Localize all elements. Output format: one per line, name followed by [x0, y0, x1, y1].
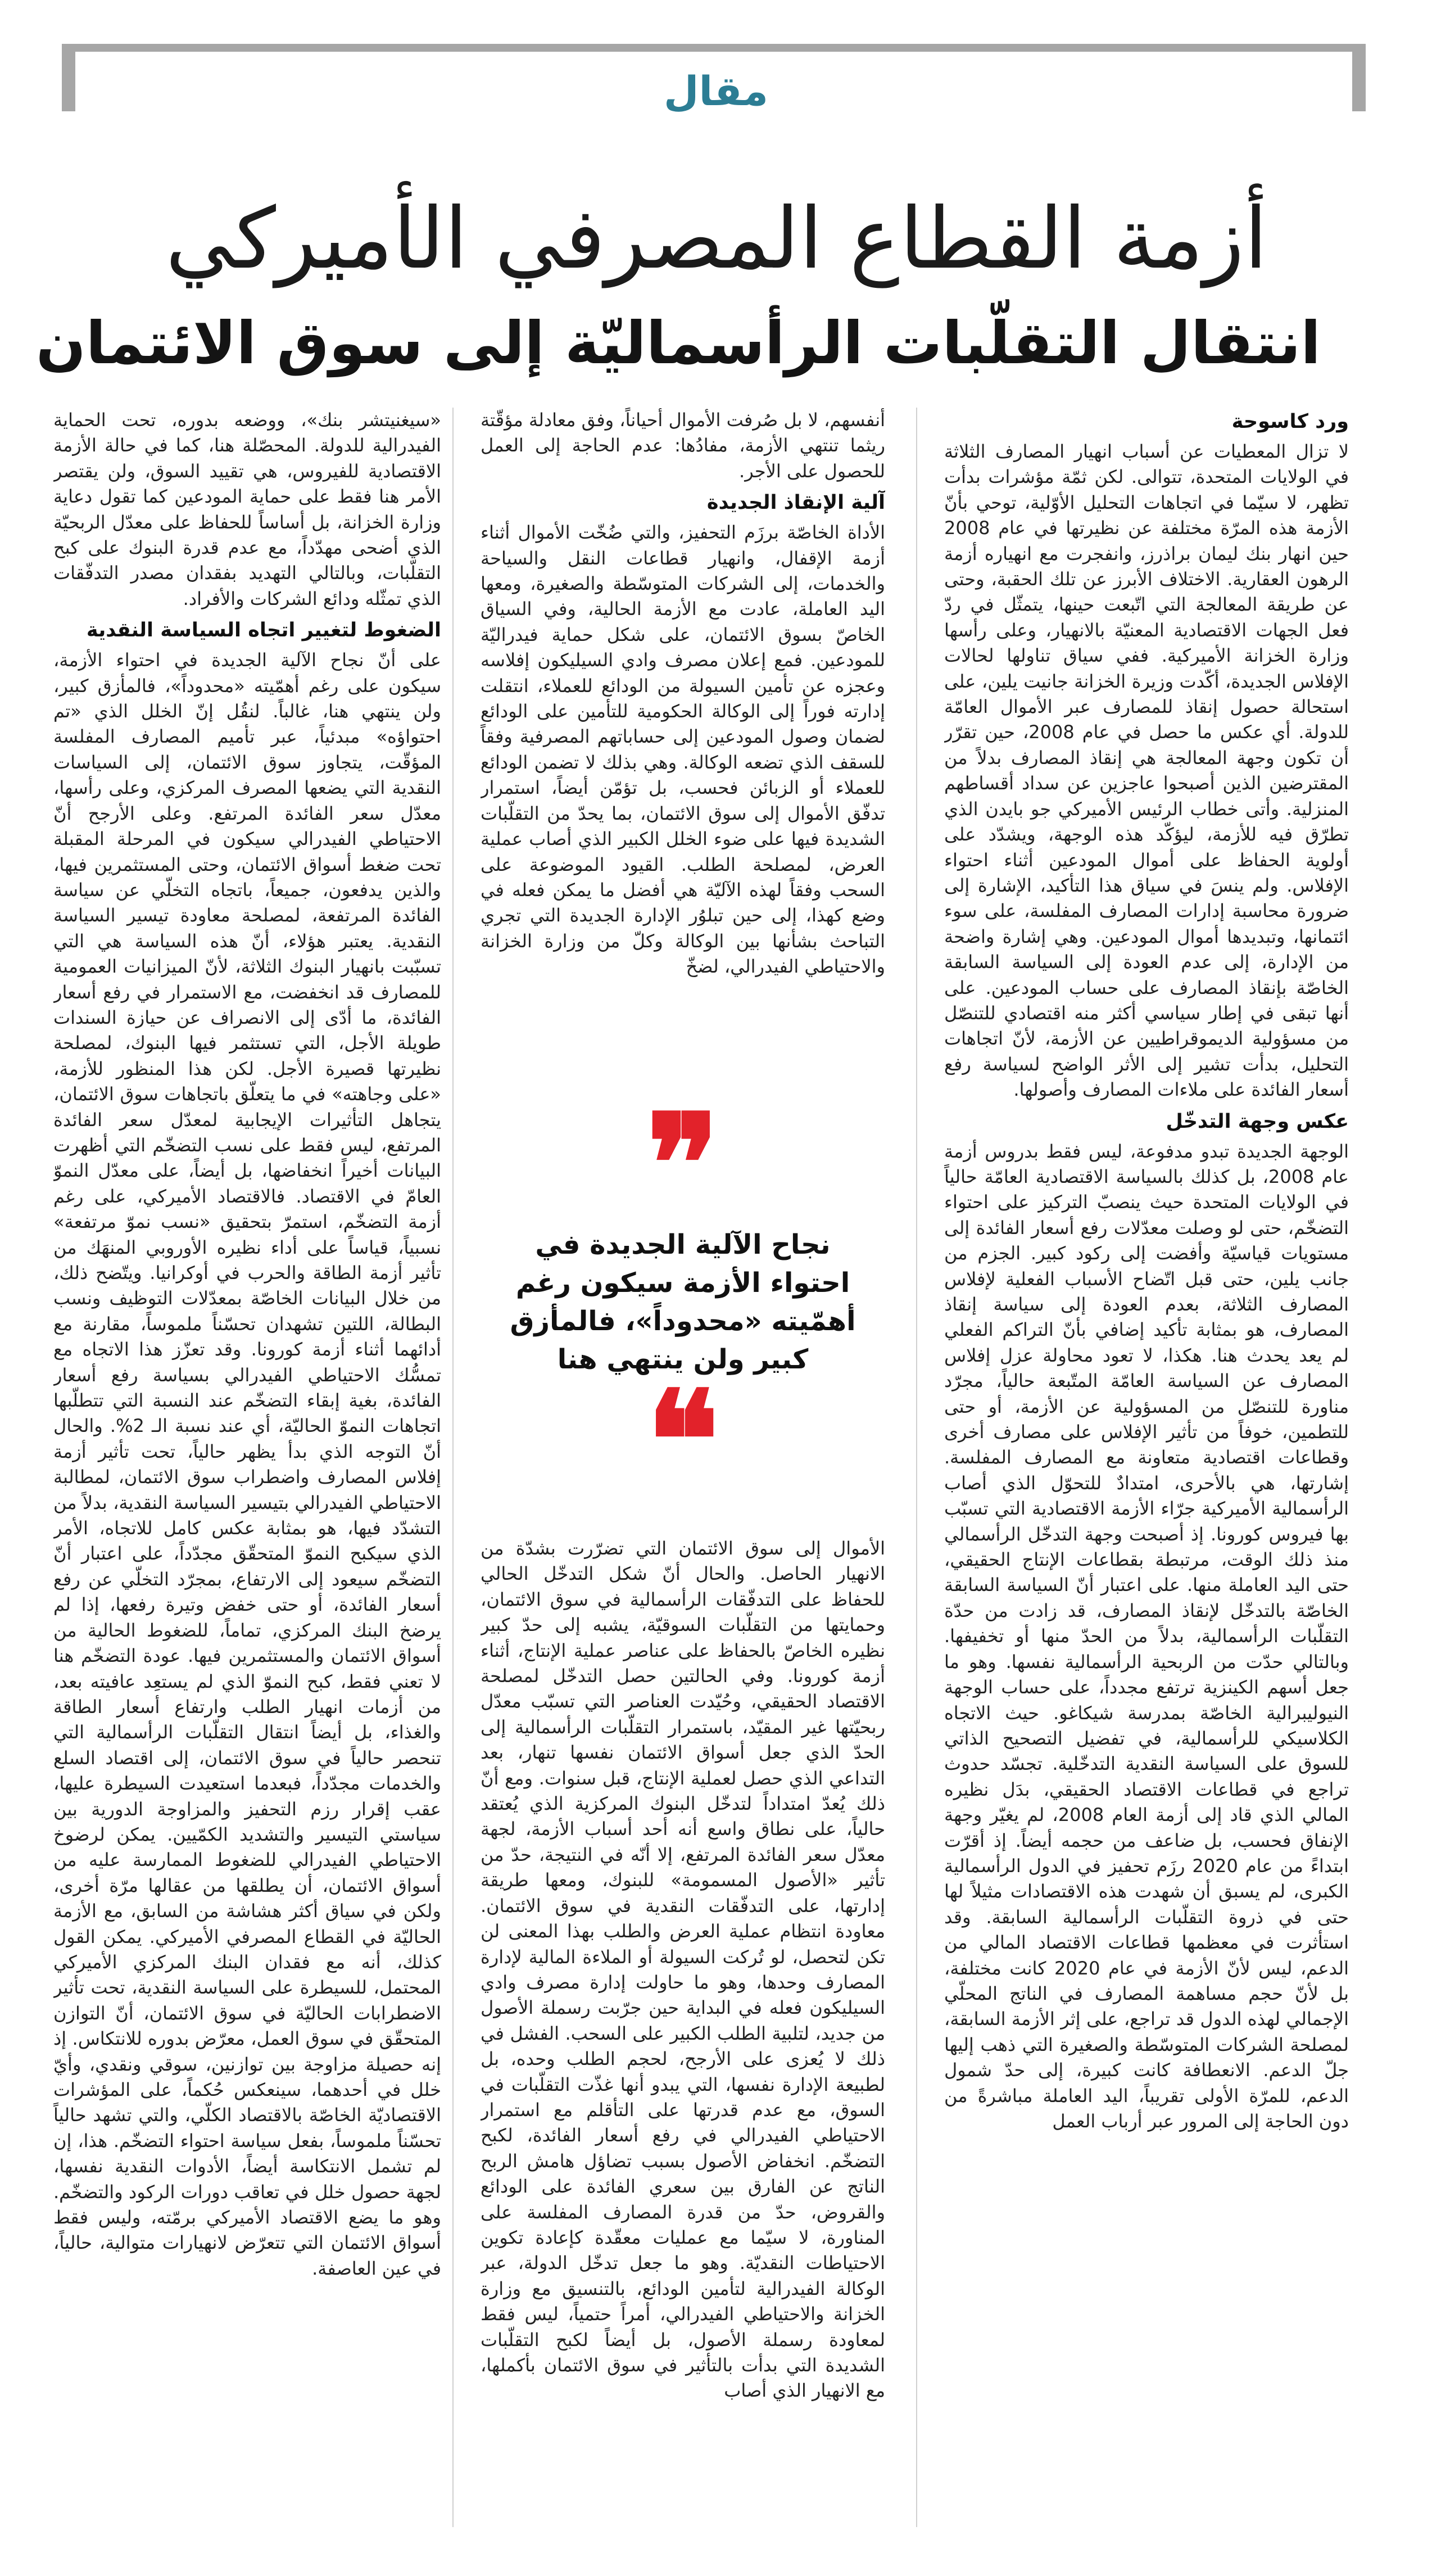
column-divider [916, 408, 917, 2527]
paragraph: الأداة الخاصّة برزَم التحفيز، والتي ضُخّت الأموال أثناء أزمة الإقفال، وانهيار قطاعات النقل والسياحة والخدمات، إلى الشركات المتوسّطة والصغيرة، ومعها اليد العاملة، عادت مع الأزمة الحالية، وفي السياق الخاصّ بسوق الائتمان، على شكل حماية فيدراليّة للمودعين. فمع إعلان مصرف وادي السيليكون إفلاسه وعجزه عن تأمين السيولة من الودائع للعملاء، انتقلت إدارته فوراً إلى الوكالة الحكومية للتأمين على الودائع لضمان وصول المودعين إلى حساباتهم المصرفية وفقاً للسقف الذي تضعه الوكالة. وهي بذلك لا تضمن الودائع للعملاء أو الزبائن فحسب، بل تؤمّن أيضاً، استمرار تدفّق الأموال إلى سوق الائتمان، بما يحدّ من التقلّبات الشديدة فيها على ضوء الخلل الكبير الذي أصاب عملية العرض، لمصلحة الطلب. القيود الموضوعة على السحب وفقاً لهذه الآليّة هي أفضل ما يمكن فعله في وضع كهذا، إلى حين تبلوُر الإدارة الجديدة التي تجري التباحث بشأنها بين الوكالة وكلّ من وزارة الخزانة والاحتياطي الفيدرالي، لضخّ [481, 522, 885, 978]
article-column-right [944, 408, 1349, 2542]
paragraph: الأموال إلى سوق الائتمان التي تضرّرت بشدّة من الانهيار الحاصل. والحال أنّ شكل التدخّل الحالي للحفاظ على التدفّقات الرأسمالية في سوق الائتمان، وحمايتها من التقلّبات السوقيّة، يشبه إلى حدّ كبير نظيره الخاصّ بالحفاظ على عناصر عملية الإنتاج، أثناء أزمة كورونا. وفي الحالتين حصل التدخّل لمصلحة الاقتصاد الحقيقي، وحُيّدت العناصر التي تسبّب معدّل ربحيّتها غير المقيّد، باستمرار التقلّبات الرأسمالية إلى الحدّ الذي جعل أسواق الائتمان نفسها تنهار، بعد التداعي الذي حصل لعملية الإنتاج، قبل سنوات. ومع أنّ ذلك يُعدّ امتداداً لتدخّل البنوك المركزية الذي يُعتقد حالياً، على نطاق واسع أنه أحد أسباب الأزمة، لجهة معدّل سعر الفائدة المرتفع، إلا أنّه في النتيجة، حدّ من تأثير «الأصول المسمومة» للبنوك، ومعها طريقة إدارتها، على التدفّقات النقدية في سوق الائتمان. معاودة انتظام عملية العرض والطلب بهذا المعنى لن تكن لتحصل، لو تُركت السيولة أو الملاءة المالية لإدارة المصارف وحدها، وهو ما حاولت إدارة مصرف وادي السيليكون فعله في البداية حين جرّبت رسملة الأصول من جديد، لتلبية الطلب الكبير على السحب. الفشل في ذلك لا يُعزى على الأرجح، لحجم الطلب وحده، بل لطبيعة الإدارة نفسها، التي يبدو أنها غذّت التقلّبات في السوق، مع عدم قدرتها على التأقلم مع استمرار الاحتياطي الفيدرالي في رفع أسعار الفائدة، لكبح التضخّم. انخفاض الأصول بسبب تضاؤل هامش الربح الناتج عن الفارق بين سعري الفائدة على الودائع والقروض، حدّ من قدرة المصارف المفلسة على المناورة، لا سيّما مع عمليات معقّدة كإعادة تكوين الاحتياطات النقديّة. وهو ما جعل تدخّل الدولة، عبر الوكالة الفيدرالية لتأمين الودائع، بالتنسيق مع وزارة الخزانة والاحتياطي الفيدرالي، أمراً حتمياً، ليس فقط لمعاودة رسملة الأصول، بل أيضاً لكبح التقلّبات الشديدة التي بدأت بالتأثير في سوق الائتمان بأكملها، مع الانهيار الذي أصاب [481, 1538, 885, 2402]
paragraph: على أنّ نجاح الآلية الجديدة في احتواء الأزمة، سيكون على رغم أهمّيته «محدوداً»، فالمأزق كبير، ولن ينتهي هنا، غالباً. لنقُل إنّ الخلل الذي «تم احتواؤه» مبدئياً، عبر تأميم المصارف المفلسة المؤقّت، يتجاوز سوق الائتمان، إلى السياسات النقدية التي يضعها المصرف المركزي، وعلى رأسها، معدّل سعر الفائدة المرتفع. وعلى الأرجح أنّ الاحتياطي الفيدرالي سيكون في المرحلة المقبلة تحت ضغط أسواق الائتمان، وحتى المستثمرين فيها، والذين يدفعون، جميعاً، باتجاه التخلّي عن سياسة الفائدة المرتفعة، لمصلحة معاودة تيسير السياسة النقدية. يعتبر هؤلاء، أنّ هذه السياسة هي التي تسبّبت بانهيار البنوك الثلاثة، لأنّ الميزانيات العمومية للمصارف قد انخفضت، مع الاستمرار في رفع أسعار الفائدة، ما أدّى إلى الانصراف عن حيازة السندات طويلة الأجل، التي تستثمر فيها البنوك، لمصلحة نظيرتها قصيرة الأجل. لكن هذا المنظور للأزمة، «على وجاهته» في ما يتعلّق باتجاهات سوق الائتمان، يتجاهل التأثيرات الإيجابية لمعدّل سعر الفائدة المرتفع، ليس فقط على نسب التضخّم التي أظهرت البيانات أخيراً انخفاضها، بل أيضاً، على معدّل النموّ العامّ في الاقتصاد. فالاقتصاد الأميركي، على رغم أزمة التضخّم، استمرّ بتحقيق «نسب نموّ مرتفعة» نسبياً، قياساً على أداء نظيره الأوروبي المنهَك من تأثير أزمة الطاقة والحرب في أوكرانيا. ويتّضح ذلك، من خلال البيانات الخاصّة بمعدّلات التوظيف ونسب البطالة، اللتين تشهدان تحسّناً ملموساً، مقارنة مع أدائهما أثناء أزمة كورونا. وقد تعزّز هذا الاتجاه مع تمسُّك الاحتياطي الفيدرالي بسياسة رفع أسعار الفائدة، بغية إبقاء التضخّم عند النسبة التي تتطلّبها اتجاهات النموّ الحاليّة، أي عند نسبة الـ 2%. والحال أنّ التوجه الذي بدأ يظهر حالياً، تحت تأثير أزمة إفلاس المصارف واضطراب سوق الائتمان، لمطالبة الاحتياطي الفيدرالي بتيسير السياسة النقدية، بدلاً من التشدّد فيها، هو بمثابة عكس كامل للاتجاه، الأمر الذي سيكبح النموّ المتحقّق مجدّداً، على اعتبار أنّ التضخّم سيعود إلى الارتفاع، بمجرّد التخلّي عن رفع أسعار الفائدة، أو حتى خفض وتيرة رفعها، إذا لم يرضخ البنك المركزي، تماماً، للضغوط الحالية من أسواق الائتمان والمستثمرين فيها. عودة التضخّم هنا لا تعني فقط، كبح النموّ الذي لم يستعِد عافيته بعد، من أزمات انهيار الطلب وارتفاع أسعار الطاقة والغذاء، بل أيضاً انتقال التقلّبات الرأسمالية التي تنحصر حالياً في سوق الائتمان، إلى اقتصاد السلع والخدمات مجدّداً، فبعدما استعيدت السيطرة عليها، عقب إقرار رزم التحفيز والمزاوجة الدورية بين سياستي التيسير والتشديد الكمّيين. يمكن لرضوخ الاحتياطي الفيدرالي للضغوط الممارسة عليه من أسواق الائتمان، أن يطلقها من عقالها مرّة أخرى، ولكن في سياق أكثر هشاشة من السابق، مع الأزمة الحاليّة في القطاع المصرفي الأميركي. يمكن القول كذلك، أنه مع فقدان البنك المركزي الأميركي المحتمل، للسيطرة على السياسة النقدية، تحت تأثير الاضطرابات الحاليّة في سوق الائتمان، أنّ التوازن المتحقّق في سوق العمل، معرّض بدوره للانتكاس. إذ إنه حصيلة مزاوجة بين توازنين، سوقي ونقدي، وأيّ خلل في أحدهما، سينعكس حُكماً، على المؤشرات الاقتصاديّة الخاصّة بالاقتصاد الكلّي، والتي تشهد حالياً تحسّناً ملموساً، بفعل سياسة احتواء التضخّم. هذا، إن لم تشمل الانتكاسة أيضاً، الأدوات النقدية نفسها، لجهة حصول خلل في تعاقب دورات الركود والتضخّم. وهو ما يضع الاقتصاد الأميركي برمّته، وليس فقط أسواق الائتمان التي تتعرّض لانهيارات متوالية، حالياً، في عين العاصفة. [53, 649, 441, 2279]
paragraph: لا تزال المعطيات عن أسباب انهيار المصارف الثلاثة في الولايات المتحدة، تتوالى. لكن ثمّة مؤشرات بدأت تظهر، لا سيّما في اتجاهات التحليل الأوّلية، توحي بأنّ الأزمة هذه المرّة مختلفة عن نظيرتها في عام 2008 حين انهار بنك ليمان براذرز، وانفجرت مع انهياره أزمة الرهون العقارية. الاختلاف الأبرز عن تلك الحقبة، وحتى عن طريقة المعالجة التي اتّبعت حينها، يتمثّل في ردّ فعل الجهات الاقتصادية المعنيّة بالانهيار، وعلى رأسها وزارة الخزانة الأميركية. ففي سياق تناولها لحالات الإفلاس الجديدة، أكّدت وزيرة الخزانة جانيت يلين، على استحالة حصول إنقاذ للمصارف عبر الأموال العامّة للدولة. أي عكس ما حصل في عام 2008، حين تقرّر أن تكون وجهة المعالجة هي إنقاذ المصارف بدلاً من المقترضين الذين أصبحوا عاجزين عن سداد أقساطهم المنزلية. وأتى خطاب الرئيس الأميركي جو بايدن الذي تطرّق فيه للأزمة، ليؤكّد هذه الوجهة، ويشدّد على أولوية الحفاظ على أموال المودعين أثناء احتواء الإفلاس. ولم ينسَ في سياق هذا التأكيد، الإشارة إلى ضرورة محاسبة إدارات المصارف المفلسة، على سوء ائتمانها، وتبديدها أموال المودعين. وهي إشارة واضحة من الإدارة، إلى عدم العودة إلى السياسة السابقة الخاصّة بإنقاذ المصارف على حساب المودعين. على أنها تبقى في إطار سياسي أكثر منه اقتصادي للتنصّل من مسؤولية الديموقراطيين عن الأزمة، لأنّ اتجاهات التحليل، بدأت تشير إلى الأثر الواضح لسياسة رفع أسعار الفائدة على ملاءات المصارف وأصولها. [944, 441, 1349, 1101]
quote-close-icon: ❝ [646, 1361, 719, 1520]
article-column-middle [481, 408, 885, 1093]
article-column-left [53, 408, 441, 2542]
pull-quote-text: نجاح الآلية الجديدة في احتواء الأزمة سيكون رغم أهمّيته «محدوداً»، فالمأزق كبير ولن ينتهي هنا [510, 1229, 856, 1375]
quote-open-icon: ❞ [646, 1084, 719, 1243]
section-label: مقال [664, 67, 768, 115]
paragraph: الوجهة الجديدة تبدو مدفوعة، ليس فقط بدروس أزمة عام 2008، بل كذلك بالسياسة الاقتصادية العامّة حالياً في الولايات المتحدة حيث ينصبّ التركيز على احتواء التضخّم، حتى لو وصلت معدّلات رفع أسعار الفائدة إلى مستويات قياسيّة وأفضت إلى ركود كبير. الجزم من جانب يلين، حتى قبل اتّضاح الأسباب الفعلية لإفلاس المصارف الثلاثة، بعدم العودة إلى سياسة إنقاذ المصارف، هو بمثابة تأكيد إضافي بأنّ التراكم الفعلي لم يعد يحدث هنا. هكذا، لا تعود محاولة عزل إفلاس المصارف عن السياسة العامّة المتّبعة حالياً، مجرّد مناورة للتنصّل من المسؤولية عن الأزمة، أو حتى للتطمين، خوفاً من تأثير الإفلاس على مصارف أخرى وقطاعات اقتصادية متعاونة مع المصارف المفلسة. إشارتها، هي بالأحرى، امتدادٌ للتحوّل الذي أصاب الرأسمالية الأميركية جرّاء الأزمة الاقتصادية التي تسبّب بها فيروس كورونا. إذ أصبحت وجهة التدخّل الرأسمالي منذ ذلك الوقت، مرتبطة بقطاعات الإنتاج الحقيقي، حتى اليد العاملة منها. على اعتبار أنّ السياسة السابقة الخاصّة بالتدخّل لإنقاذ المصارف، قد زادت من حدّة التقلّبات الرأسمالية، بدلاً من الحدّ منها أو تخفيفها. وبالتالي حدّت من الربحية الرأسمالية نفسها. وهو ما جعل أسهم الكينزية ترتفع مجدداً، على حساب الوجهة النيوليبرالية الخاصّة بمدرسة شيكاغو. حيث الاتجاه الكلاسيكي للرأسمالية، في تفضيل التصحيح الذاتي للسوق على السياسة النقدية التدخّلية. تجسّد حدوث تراجع في قطاعات الاقتصاد الحقيقي، بدَل نظيره المالي الذي قاد إلى أزمة العام 2008، لم يغيّر وجهة الإنفاق فحسب، بل ضاعف من حجمه أيضاً. إذ أقرّت ابتداءً من عام 2020 رزَم تحفيز في الدول الرأسمالية الكبرى، لم يسبق أن شهدت هذه الاقتصادات مثيلاً لها حتى في ذروة التقلّبات الرأسمالية السابقة. وقد استأثرت في معظمها قطاعات الاقتصاد المالي من الدعم، ليس لأنّ الأزمة في عام 2020 كانت مختلفة، بل لأنّ حجم مساهمة المصارف في الناتج المحلّي الإجمالي لهذه الدول قد تراجع، على إثر الأزمة السابقة، لمصلحة الشركات المتوسّطة والصغيرة التي ذهب إليها جلّ الدعم. الانعطافة كانت كبيرة، إلى حدّ شمول الدعم، للمرّة الأولى تقريباً، اليد العاملة مباشرةً من دون الحاجة إلى المرور عبر أرباب العمل [944, 1140, 1349, 2132]
column-divider [452, 408, 454, 2527]
article-column-middle-continued [481, 1518, 885, 2542]
paragraph: «سيغنيتشر بنك»، ووضعه بدوره، تحت الحماية الفيدرالية للدولة. المحصّلة هنا، كما في حالة الأزمة الاقتصادية للفيروس، هي تقييد السوق، ولن يقتصر الأمر هنا فقط على حماية المودعين كما تقول دعاية وزارة الخزانة، بل أساساً للحفاظ على معدّل الربحيّة الذي أضحى مهدّداً، مع عدم قدرة البنوك على كبح التقلّبات، وبالتالي التهديد بفقدان مصدر التدفّقات الذي تمثّله ودائع الشركات والأفراد. [53, 409, 441, 609]
subheadline: انتقال التقلّبات الرأسماليّة إلى سوق الائتمان [36, 309, 1321, 377]
section-heading: الضغوط لتغيير اتجاه السياسة النقدية [86, 619, 441, 642]
paragraph: أنفسهم، لا بل صُرفت الأموال أحياناً، وفق معادلة مؤقّتة ريثما تنتهي الأزمة، مفادُها: عدم الحاجة إلى العمل للحصول على الأجر. [481, 409, 885, 482]
pull-quote [481, 1084, 885, 1520]
headline: أزمة القطاع المصرفي الأميركي [165, 190, 1268, 288]
author-byline: ورد كاسوحة [1231, 410, 1349, 433]
section-heading: آلية الإنقاذ الجديدة [706, 491, 885, 514]
section-heading: عكس وجهة التدخّل [1166, 1110, 1349, 1133]
